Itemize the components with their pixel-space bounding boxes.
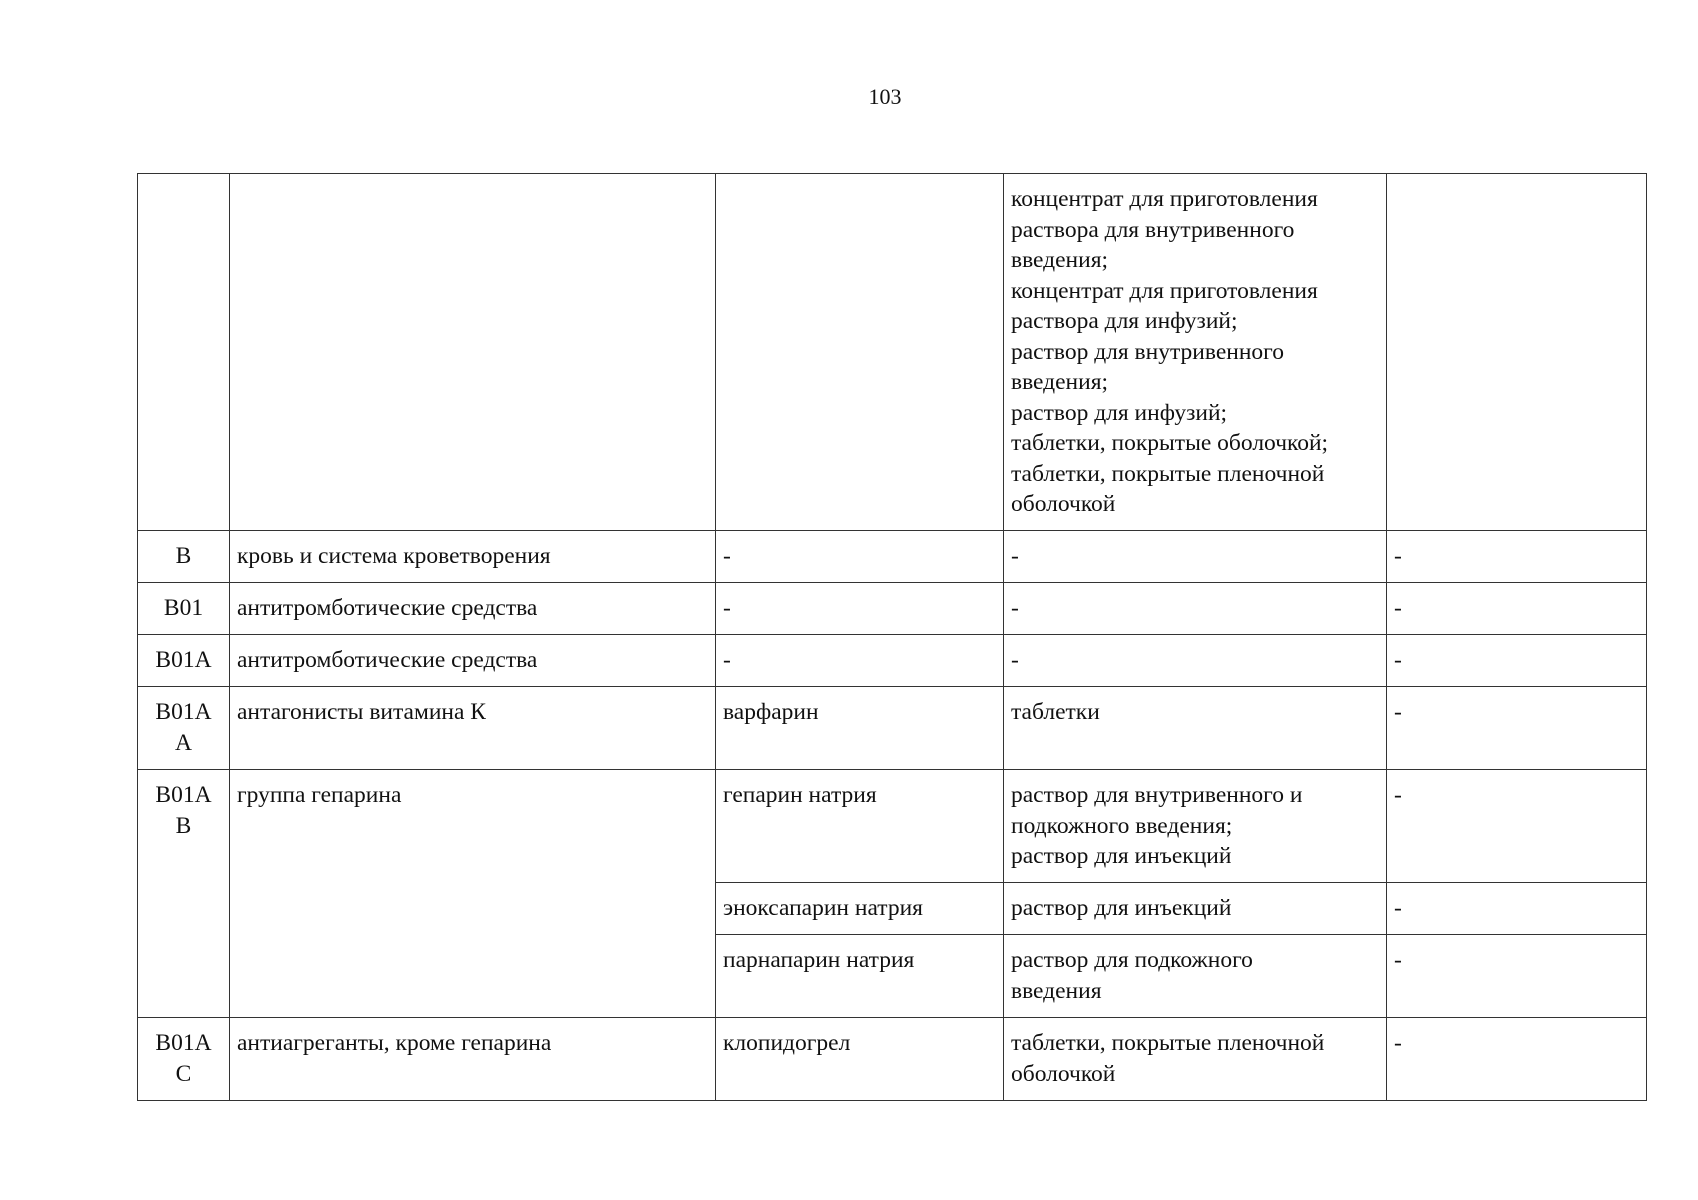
substance-cell: - [716,531,1004,583]
table-row [138,583,1647,635]
table-row [138,635,1647,687]
extra-cell: - [1387,531,1647,583]
atc-code-cell [138,174,230,531]
table-row [138,770,1647,883]
extra-cell [1387,174,1647,531]
substance-cell [716,174,1004,531]
extra-cell: - [1387,1018,1647,1101]
group-name-cell: группа гепарина [230,770,716,1018]
group-name-cell [230,174,716,531]
table-row [138,174,1647,531]
atc-code-cell: B01A C [138,1018,230,1101]
substance-cell: - [716,635,1004,687]
substance-cell: варфарин [716,687,1004,770]
substance-cell: - [716,583,1004,635]
dosage-forms-cell: концентрат для приготовления раствора для внутривенного введения; концентрат для приготовления раствора для инфузий; раствор для внутривенного введения; раствор для инфузий; таблетки, покрытые оболочкой; таблетки, покрытые пленочной оболочкой [1004,174,1387,531]
page-number: 103 [868,84,902,109]
substance-cell: гепарин натрия [716,770,1004,883]
table-row [138,687,1647,770]
extra-cell: - [1387,770,1647,883]
extra-cell: - [1387,883,1647,935]
extra-cell: - [1387,583,1647,635]
substance-cell: эноксапарин натрия [716,883,1004,935]
extra-cell: - [1387,935,1647,1018]
atc-code-cell: B01A [138,635,230,687]
dosage-forms-cell: - [1004,531,1387,583]
group-name-cell: антитромботические средства [230,583,716,635]
group-name-cell: антитромботические средства [230,635,716,687]
extra-cell: - [1387,687,1647,770]
dosage-forms-cell: раствор для инъекций [1004,883,1387,935]
dosage-forms-cell: таблетки, покрытые пленочной оболочкой [1004,1018,1387,1101]
dosage-forms-cell: - [1004,635,1387,687]
dosage-forms-cell: - [1004,583,1387,635]
group-name-cell: антиагреганты, кроме гепарина [230,1018,716,1101]
atc-code-cell: B [138,531,230,583]
drug-table [137,173,1647,1101]
dosage-forms-cell: раствор для подкожного введения [1004,935,1387,1018]
group-name-cell: антагонисты витамина К [230,687,716,770]
substance-cell: клопидогрел [716,1018,1004,1101]
dosage-forms-cell: таблетки [1004,687,1387,770]
dosage-forms-cell: раствор для внутривенного и подкожного введения; раствор для инъекций [1004,770,1387,883]
extra-cell: - [1387,635,1647,687]
substance-cell: парнапарин натрия [716,935,1004,1018]
atc-code-cell: B01A B [138,770,230,1018]
atc-code-cell: B01 [138,583,230,635]
group-name-cell: кровь и система кроветворения [230,531,716,583]
table-row [138,1018,1647,1101]
table-row [138,531,1647,583]
atc-code-cell: B01A A [138,687,230,770]
